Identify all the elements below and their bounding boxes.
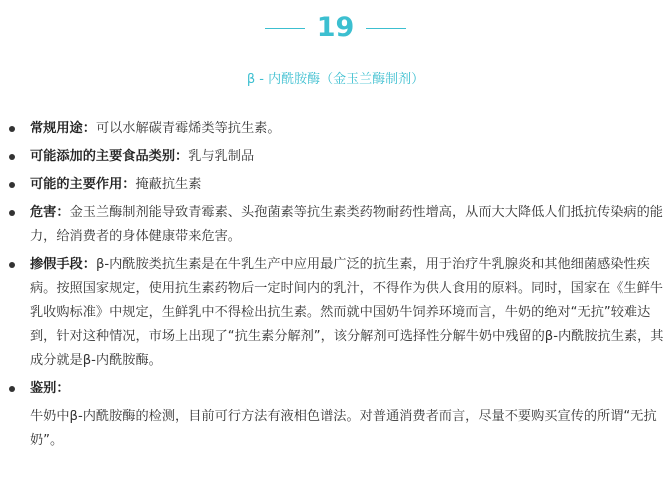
header-right-rule [366,28,406,29]
list-item-food-category [0,145,671,169]
item-text: 可以水解碳青霉烯类等抗生素。 [95,121,281,136]
bullet-icon [9,262,15,268]
section-header [0,8,671,48]
bullet-icon [9,126,15,132]
identification-detail: 牛奶中β-内酰胺酶的检测，目前可行方法有液相色谱法。对普通消费者而言，尽量不要购买宣传的所谓“无抗奶”。 [30,409,657,448]
list-item-adulteration [0,253,671,373]
header-left-rule [265,28,305,29]
info-list [0,117,671,453]
item-label: 掺假手段： [30,257,96,272]
section-number: 19 [316,12,355,43]
bullet-icon [9,386,15,392]
item-text: β-内酰胺类抗生素是在牛乳生产中应用最广泛的抗生素，用于治疗牛乳腺炎和其他细菌感染性疾病。按照国家规定，使用抗生素药物后一定时间内的乳汁，不得作为供人食用的原料。同时，国家在《生鲜牛乳收购标准》中规定，生鲜乳中不得检出抗生素。然而就中国奶牛饲养环境而言，牛奶的绝对“无抗”较难达到，针对这种情况，市场上出现了“抗生素分解剂”，该分解剂可选择性分解牛奶中残留的β-内酰胺抗生素，其成分就是β-内酰胺酶。 [30,257,664,368]
bullet-icon [9,154,15,160]
bullet-icon [9,182,15,188]
item-label: 危害： [30,205,70,220]
list-item-identification [0,377,671,401]
item-text: 金玉兰酶制剂能导致青霉素、头孢菌素等抗生素类药物耐药性增高，从而大大降低人们抵抗传染病的能力，给消费者的身体健康带来危害。 [30,205,663,244]
item-label: 常规用途： [30,121,96,136]
item-label: 可能添加的主要食品类别： [30,149,189,164]
list-item-effect [0,173,671,197]
bullet-icon [9,210,15,216]
item-text: 乳与乳制品 [188,149,255,164]
item-label: 可能的主要作用： [30,177,136,192]
item-text: 掩蔽抗生素 [135,177,202,192]
list-item-usage [0,117,671,141]
section-subtitle: β - 内酰胺酶（金玉兰酶制剂） [246,72,425,87]
item-label: 鉴别： [30,381,70,396]
list-item-hazard [0,201,671,249]
